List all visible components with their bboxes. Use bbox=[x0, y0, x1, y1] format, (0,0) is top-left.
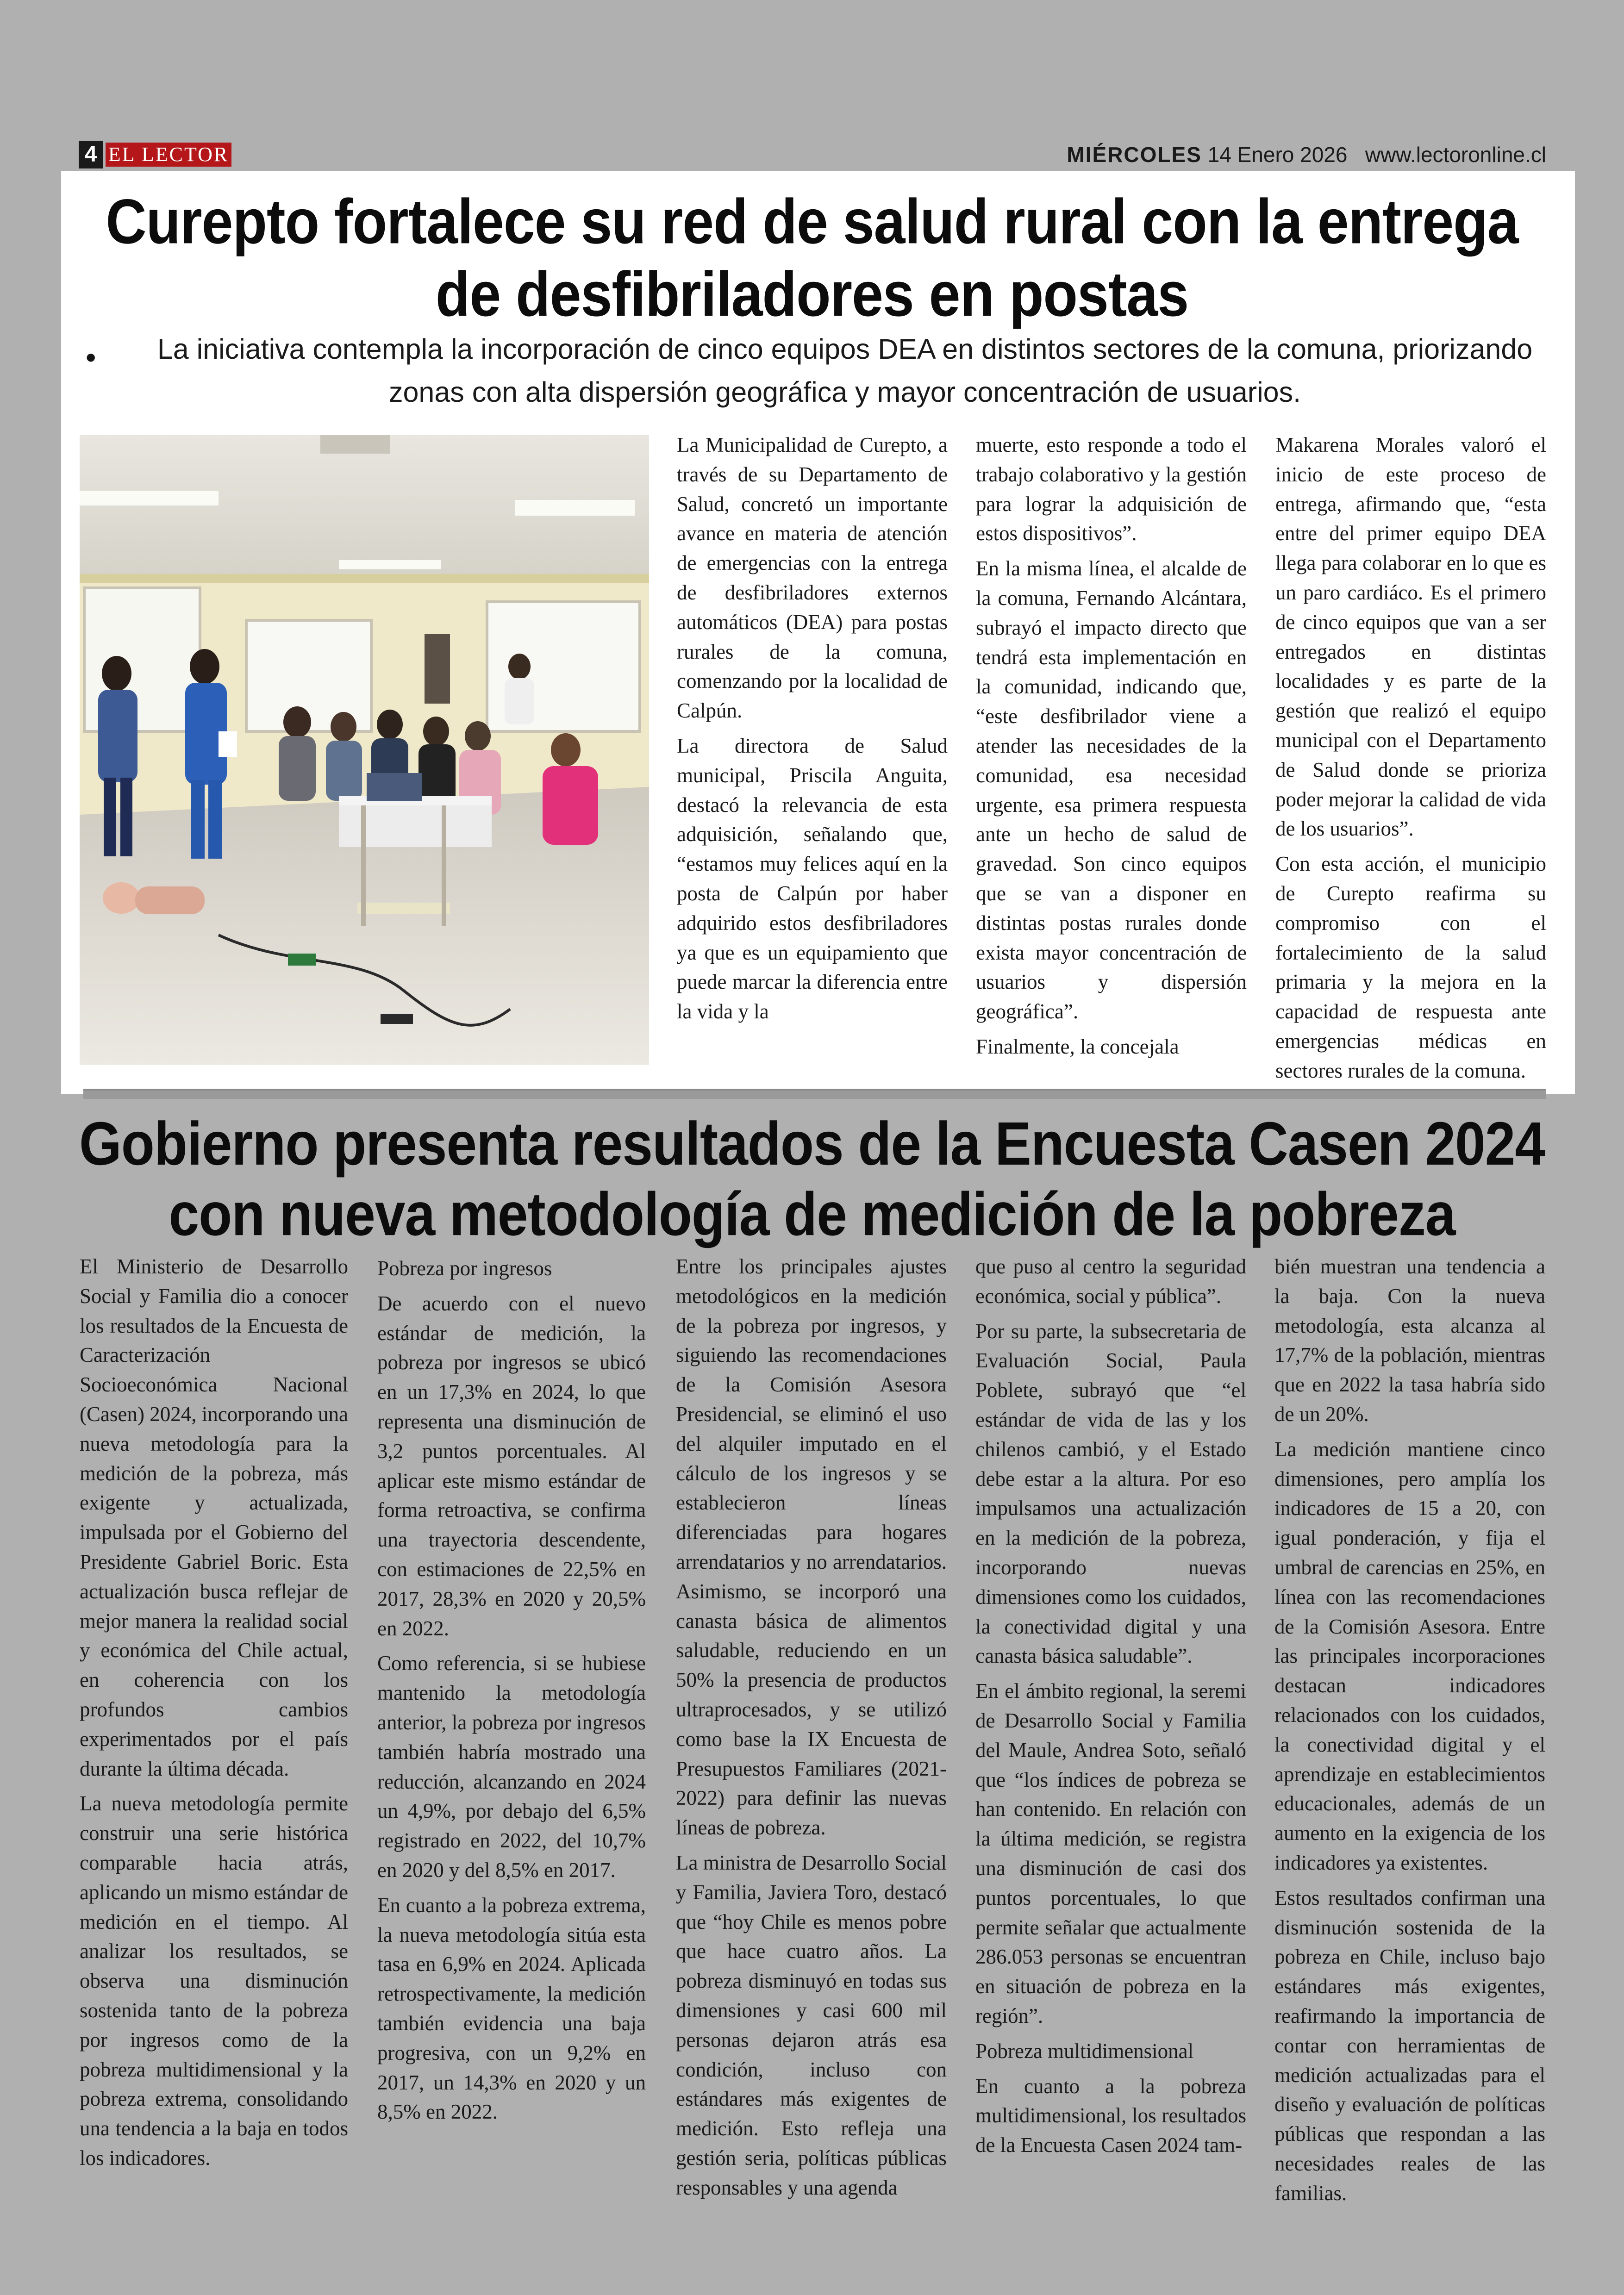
paragraph: Makarena Morales valoró el inicio de este proceso de entrega, afirmando que, “esta entre del primer equipo DEA llega para colaborar en lo que es un paro cardiáco. Es el primero de cinco equipos que van a ser entregados en distintas localidades y es parte de la gestión que realizó el equipo municipal con el Departamento de Salud donde se prioriza poder mejorar la calidad de vida de los usuarios”. bbox=[1275, 433, 1546, 841]
paragraph: Por su parte, la subsecretaria de Evaluación Social, Paula Poblete, subrayó que “el estándar de vida de las y los chilenos cambió, y el Estado debe estar a la altura. Por eso impulsamos una actualización en la medición de la pobreza, incorporando nuevas dimensiones como los cuidados, la conectividad digital y una canasta básica saludable”. bbox=[975, 1319, 1246, 1668]
newspaper-logo: EL LECTOR bbox=[106, 143, 231, 167]
paragraph: La directora de Salud municipal, Priscila Anguita, destacó la relevancia de esta adquisición, señalando que, “estamos muy felices aquí en la posta de Calpún por haber adquirido estos desfibriladores ya que es un equipamiento que puede marcar la diferencia entre la vida y la bbox=[677, 734, 948, 1023]
article2-column-4 bbox=[975, 1252, 1246, 2166]
page-header bbox=[79, 139, 1546, 175]
paragraph: Estos resultados confirman una disminución sostenida de la pobreza en Chile, incluso bajo estándares más exigentes, reafirmando la importancia de contar con herramientas de medición actualizadas para el diseño y evaluación de políticas públicas que respondan a las necesidades reales de las familias. bbox=[1274, 1886, 1545, 2205]
article1-column-1 bbox=[677, 430, 948, 1032]
website-url: www.lectoronline.cl bbox=[1365, 143, 1546, 167]
paragraph: que puso al centro la seguridad económica, social y pública”. bbox=[975, 1255, 1246, 1308]
paragraph: Entre los principales ajustes metodológicos en la medición de la pobreza por ingresos, y siguiendo las recomendaciones de la Comisión Asesora Presidencial, se eliminó el uso del alquiler imputado en el cálculo de los ingresos y se establecieron líneas diferenciadas para hogares arrendatarios y no arrendatarios. Asimismo, se incorporó una canasta básica de alimentos saludable, reduciendo en un 50% la presencia de productos ultraprocesados, y se utilizó como base la IX Encuesta de Presupuestos Familiares (2021-2022) para definir las nuevas líneas de pobreza. bbox=[676, 1255, 947, 1840]
paragraph: La medición mantiene cinco dimensiones, pero amplía los indicadores de 15 a 20, con igual ponderación, y fija el umbral de carencias en 25%, en línea con las recomendaciones de la Comisión Asesora. Entre las principales incorporaciones destacan indicadores relacionados con los cuidados, la conectividad digital y el aprendizaje en establecimientos educacionales, además de un aumento en la exigencia de los indicadores ya existentes. bbox=[1274, 1437, 1545, 1874]
paragraph: De acuerdo con el nuevo estándar de medición, la pobreza por ingresos se ubicó en un 17,3% en 2024, lo que representa una disminución de 3,2 puntos porcentuales. Al aplicar este mismo estándar de forma retroactiva, se confirma una trayectoria descendente, con estimaciones de 22,5% en 2017, 28,3% en 2020 y 20,5% en 2022. bbox=[377, 1291, 646, 1640]
subheadline-bullet: • bbox=[86, 341, 96, 374]
paragraph: La ministra de Desarrollo Social y Familia, Javiera Toro, destacó que “hoy Chile es menos pobre que hace cuatro años. La pobreza disminuyó en todas sus dimensiones y casi 600 mil personas dejaron atrás esa condición, incluso con estándares más exigentes de medición. Esto refleja una gestión seria, políticas públicas responsables y una agenda bbox=[676, 1851, 947, 2199]
paragraph: Finalmente, la concejala bbox=[976, 1035, 1179, 1058]
article2-headline: Gobierno presenta resultados de la Encuesta Casen 2024 con nueva metodología de medición de la pobreza bbox=[79, 1110, 1545, 1249]
article1-subheadline: La iniciativa contempla la incorporación de cinco equipos DEA en distintos sectores de la comuna, priorizando zonas con alta dispersión geográfica y mayor concentración de usuarios. bbox=[157, 333, 1533, 408]
article1-column-3 bbox=[1275, 430, 1546, 1091]
article2-column-5 bbox=[1274, 1252, 1545, 2214]
issue-date: 14 Enero 2026 bbox=[1207, 143, 1348, 167]
meeting-room-photo bbox=[80, 435, 649, 1065]
subheading: Pobreza por ingresos bbox=[377, 1257, 552, 1280]
paragraph: bién muestran una tendencia a la baja. Con la nueva metodología, esta alcanza al 17,7% de la población, mientras que en 2022 la tasa habría sido de un 20%. bbox=[1274, 1255, 1545, 1426]
weekday: MIÉRCOLES bbox=[1067, 143, 1202, 167]
paragraph: En el ámbito regional, la seremi de Desarrollo Social y Familia del Maule, Andrea Soto, señaló que “los índices de pobreza se han contenido. En relación con la última medición, se registra una disminución de casi dos puntos porcentuales, lo que permite señalar que actualmente 286.053 personas se encuentran en situación de pobreza en la región”. bbox=[975, 1679, 1246, 2027]
paragraph: La nueva metodología permite construir una serie histórica comparable hacia atrás, aplicando un mismo estándar de medición en el tiempo. Al analizar los resultados, se observa una disminución sostenida tanto de la pobreza por ingresos como de la pobreza multidimensional y la pobreza extrema, consolidando una tendencia a la baja en todos los indicadores. bbox=[80, 1792, 348, 2170]
article1-headline: Curepto fortalece su red de salud rural con la entrega de desfibriladores en postas bbox=[106, 186, 1518, 330]
paragraph: En cuanto a la pobreza extrema, la nueva metodología sitúa esta tasa en 6,9% en 2024. Aplicada retrospectivamente, la medición también evidencia una baja progresiva, con un 9,2% en 2017, un 14,3% en 2020 y un 8,5% en 2022. bbox=[377, 1893, 646, 2124]
paragraph: En cuanto a la pobreza multidimensional, los resultados de la Encuesta Casen 2024 tam- bbox=[975, 2074, 1246, 2157]
page-number: 4 bbox=[79, 141, 103, 168]
paragraph: Con esta acción, el municipio de Curepto reafirma su compromiso con el fortalecimiento de la salud primaria y la mejora en la capacidad de respuesta ante emergencias médicas en sectores rurales de la comuna. bbox=[1275, 852, 1546, 1082]
article1-column-2 bbox=[976, 430, 1247, 1067]
paragraph: muerte, esto responde a todo el trabajo colaborativo y la gestión para lograr la adquisición de estos dispositivos”. bbox=[976, 433, 1247, 545]
article2-column-1 bbox=[80, 1252, 348, 2179]
paragraph: El Ministerio de Desarrollo Social y Familia dio a conocer los resultados de la Encuesta de Caracterización Socioeconómica Nacional (Casen) 2024, incorporando una nueva metodología para la medición de la pobreza, más exigente y actualizada, impulsada por el Gobierno del Presidente Gabriel Boric. Esta actualización busca reflejar de mejor manera la realidad social y económica del Chile actual, en coherencia con los profundos cambios experimentados por el país durante la última década. bbox=[80, 1255, 348, 1780]
issue-dateline bbox=[1067, 141, 1546, 168]
article2-column-3 bbox=[676, 1252, 947, 2208]
subheading: Pobreza multidimensional bbox=[975, 2039, 1194, 2063]
article2-column-2 bbox=[377, 1252, 646, 2133]
paragraph: La Municipalidad de Curepto, a través de su Departamento de Salud, concretó un importante avance en materia de atención de emergencias con la entrega de desfibriladores externos automáticos (DEA) para postas rurales de la comuna, comenzando por la localidad de Calpún. bbox=[677, 433, 948, 723]
article1-photo bbox=[80, 435, 649, 1065]
paragraph: En la misma línea, el alcalde de la comuna, Fernando Alcántara, subrayó el impacto directo que tendrá esta implementación en la comunidad, indicando que, “este desfibrilador viene a atender las necesidades de la comunidad, esa necesidad urgente, esa primera respuesta ante un hecho de salud de gravedad. Son cinco equipos que se van a disponer en distintas postas rurales donde exista mayor concentración de usuarios y dispersión geográfica”. bbox=[976, 557, 1247, 1023]
section-divider bbox=[83, 1089, 1546, 1099]
paragraph: Como referencia, si se hubiese mantenido la metodología anterior, la pobreza por ingresos también habría mostrado una reducción, alcanzando en 2024 un 4,9%, por debajo del 6,5% registrado en 2022, del 10,7% en 2020 y del 8,5% en 2017. bbox=[377, 1652, 646, 1882]
